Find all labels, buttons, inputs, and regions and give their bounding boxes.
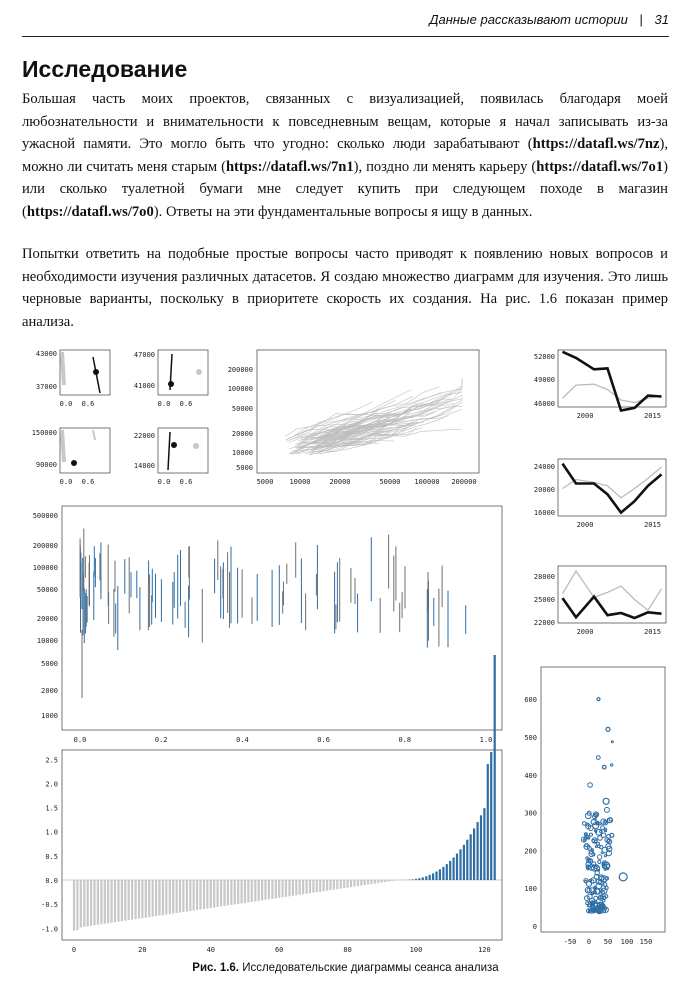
deviation-bar	[483, 808, 485, 880]
small-multiple-1-xtick-label: 0.0	[59, 400, 73, 408]
range-bars-ytick-label: 500000	[32, 512, 58, 520]
sorted-deviation-bars	[41, 655, 502, 954]
deviation-bar	[117, 880, 119, 922]
deviation-bar	[251, 880, 253, 902]
log-log-ytick-label: 100000	[227, 385, 253, 393]
deviation-bar	[162, 880, 164, 915]
deviation-bar	[186, 880, 188, 912]
range-bars-ytick-label: 10000	[36, 637, 58, 645]
deviation-bar	[135, 880, 137, 919]
bubble-ytick-label: 400	[524, 771, 537, 780]
deviation-bar	[360, 880, 362, 886]
deviation-bar	[73, 880, 75, 931]
range-bars-ytick-label: 50000	[36, 586, 58, 594]
link-7o0[interactable]: https://datafl.ws/7o0	[26, 203, 154, 220]
bubble-point	[599, 823, 601, 825]
bubble-point	[585, 844, 588, 847]
deviation-bar	[193, 880, 195, 911]
deviation-bar	[155, 880, 157, 916]
deviation-ytick-label: 0.5	[45, 852, 58, 861]
bubble-point	[588, 783, 593, 788]
log-log-ytick-label: 10000	[231, 449, 253, 457]
log-log-ytick-label: 200000	[227, 366, 253, 374]
small-multiple-3-xtick-label: 0.6	[81, 478, 95, 486]
deviation-bar	[456, 854, 458, 880]
small-multiple-1-range-line	[62, 352, 64, 385]
bubble-point	[596, 756, 600, 760]
deviation-bar	[210, 880, 212, 908]
small-multiple-3	[32, 428, 110, 486]
log-log-xtick-label: 50000	[379, 478, 401, 486]
small-multiple-4-point	[193, 443, 199, 449]
log-log-xtick-label: 20000	[329, 478, 351, 486]
bubble-point	[604, 883, 607, 886]
paragraph-1-text-1: Большая часть моих проектов, связанных с визуализацией, появилась благодаря моей любознательности и внимательности к повседневным вещам, которые я начал записывать из-за ужасной памяти. Это могло быть что угодно: сколько люди зарабатывают (	[22, 91, 668, 152]
deviation-bar	[80, 880, 82, 927]
deviation-bar	[182, 880, 184, 912]
deviation-bar	[343, 880, 345, 888]
deviation-bar	[459, 849, 461, 880]
range-bars-xtick-label: 0.8	[398, 736, 412, 744]
deviation-bar	[333, 880, 335, 890]
deviation-bar	[179, 880, 181, 913]
log-log-xtick-label: 100000	[414, 478, 440, 486]
paragraph-1-text-4: ) или сколько туалетной бумаги мне следует купить при следующем походе в магазин (	[22, 158, 668, 220]
bubble-xtick-label: 150	[639, 938, 653, 946]
deviation-bar	[477, 822, 479, 880]
small-multiple-3-xtick-label: 0.0	[59, 478, 73, 486]
figure-caption	[0, 962, 691, 974]
deviation-bar	[412, 879, 414, 880]
bubble-point	[610, 833, 614, 837]
range-bars	[33, 506, 502, 744]
deviation-bar	[466, 840, 468, 880]
deviation-bar	[87, 880, 89, 926]
deviation-xtick-label: 80	[343, 946, 352, 954]
trend-1-ytick-label: 49000	[533, 376, 555, 384]
small-multiple-3-frame	[60, 428, 110, 473]
deviation-xtick-label: 0	[71, 946, 77, 954]
trend-3-xtick-label: 2000	[576, 628, 594, 636]
deviation-bar	[439, 869, 441, 880]
deviation-bar	[350, 880, 352, 887]
bubble-point	[602, 765, 606, 769]
deviation-bar	[463, 845, 465, 880]
deviation-bar	[487, 764, 489, 880]
small-multiple-4-point	[171, 442, 177, 448]
paragraph-1-text-5: ). Ответы на эти фундаментальные вопросы я ищу в данных.	[153, 203, 533, 220]
section-title: Исследование	[22, 56, 188, 82]
bubble-point	[597, 855, 601, 859]
trend-3-ytick-label: 25000	[533, 596, 555, 604]
bubble-xtick-label: 0	[586, 938, 592, 946]
deviation-bar	[172, 880, 174, 914]
paragraph-1-text-2: ), можно ли считать меня старым (	[22, 136, 668, 175]
deviation-bar	[128, 880, 130, 920]
trend-3-series-1-line	[563, 597, 662, 618]
deviation-bar	[340, 880, 342, 889]
small-multiple-2-ytick-label: 41000	[133, 382, 155, 390]
trend-2-series-1-line	[563, 464, 662, 513]
deviation-bar	[76, 880, 78, 930]
deviation-bar	[237, 880, 239, 904]
small-multiple-4-xtick-label: 0.6	[179, 478, 193, 486]
deviation-ytick-label: 1.5	[45, 804, 58, 813]
deviation-bar	[83, 880, 85, 927]
small-multiple-1-range-line	[93, 357, 100, 393]
deviation-bar	[234, 880, 236, 904]
deviation-bar	[261, 880, 263, 900]
deviation-bar	[90, 880, 92, 926]
deviation-bar	[432, 873, 434, 880]
bubble-point	[590, 833, 593, 836]
range-bars-ytick-label: 200000	[32, 542, 58, 550]
deviation-bar	[275, 880, 277, 898]
deviation-bar	[425, 876, 427, 880]
deviation-bar	[203, 880, 205, 909]
trend-3-xtick-label: 2015	[644, 628, 661, 636]
deviation-bar	[415, 879, 417, 880]
deviation-bar	[241, 880, 243, 903]
trend-2-xtick-label: 2000	[576, 521, 594, 529]
deviation-bar	[312, 880, 314, 893]
range-bars-xtick-label: 1.0	[479, 736, 493, 744]
deviation-xtick-label: 120	[478, 946, 491, 954]
deviation-bar	[268, 880, 270, 899]
deviation-bar	[435, 872, 437, 881]
deviation-bar	[282, 880, 284, 897]
deviation-bar	[104, 880, 106, 924]
bubble-point	[594, 896, 598, 900]
trend-2-xtick-label: 2015	[644, 521, 661, 529]
deviation-bar	[107, 880, 109, 923]
small-multiple-1-ytick-label: 37000	[35, 383, 57, 391]
deviation-bar	[152, 880, 154, 917]
deviation-bar	[124, 880, 126, 921]
range-bars-xtick-label: 0.2	[154, 736, 168, 744]
deviation-bar	[213, 880, 215, 908]
small-multiple-1-point	[93, 369, 99, 375]
deviation-bar	[302, 880, 304, 894]
deviation-bar	[288, 880, 290, 896]
deviation-bar	[370, 880, 372, 884]
deviation-xtick-label: 100	[409, 946, 423, 954]
deviation-bar	[309, 880, 311, 893]
log-log-ytick-label: 20000	[231, 430, 253, 438]
small-multiple-3-range-line	[62, 430, 64, 462]
bubble-scatter	[524, 667, 665, 946]
small-multiple-1-frame	[60, 350, 110, 395]
deviation-ytick-label: -0.5	[41, 901, 58, 910]
deviation-bar	[453, 858, 455, 881]
deviation-bar	[418, 878, 420, 880]
trend-2-ytick-label: 24000	[533, 463, 555, 471]
range-bars-xtick-label: 0.4	[236, 736, 249, 744]
bubble-point	[587, 904, 590, 907]
small-multiple-4-range-line	[168, 432, 170, 470]
range-bars-xtick-label: 0.6	[317, 736, 330, 744]
link-7n1[interactable]: https://datafl.ws/7n1	[225, 158, 354, 175]
bubble-point	[601, 826, 605, 830]
deviation-bar	[258, 880, 260, 901]
deviation-bar	[353, 880, 355, 887]
deviation-ytick-label: -1.0	[41, 925, 58, 934]
trend-3-series-2-line	[563, 571, 662, 610]
small-multiple-2-xtick-label: 0.0	[157, 400, 171, 408]
deviation-bar	[189, 880, 191, 911]
deviation-bar	[271, 880, 273, 899]
deviation-bar	[494, 655, 496, 880]
deviation-bar	[319, 880, 321, 892]
bubble-point	[597, 698, 600, 701]
deviation-bar	[480, 815, 482, 880]
trend-2-ytick-label: 16000	[533, 509, 555, 517]
bubble-point	[604, 855, 606, 857]
range-bars-xtick-label: 0.0	[73, 736, 87, 744]
deviation-bar	[114, 880, 116, 922]
deviation-bar	[121, 880, 123, 921]
deviation-bar	[429, 875, 431, 880]
bubble-ytick-label: 0	[532, 923, 537, 931]
bubble-xtick-label: 50	[603, 938, 613, 946]
deviation-bar	[217, 880, 219, 907]
deviation-bar	[364, 880, 366, 885]
log-log-xtick-label: 5000	[256, 478, 274, 486]
deviation-bar	[391, 880, 393, 881]
deviation-bar	[473, 828, 475, 880]
trend-1-xtick-label: 2015	[644, 412, 661, 420]
deviation-bar	[323, 880, 325, 891]
bubble-point	[598, 836, 603, 841]
small-multiple-2	[134, 350, 208, 408]
deviation-bar	[111, 880, 113, 923]
deviation-bar	[295, 880, 297, 895]
deviation-bar	[223, 880, 225, 906]
header-separator: |	[639, 12, 643, 27]
bubble-point	[586, 857, 589, 860]
deviation-bar	[100, 880, 102, 924]
deviation-bar	[490, 752, 492, 880]
deviation-bar	[384, 880, 386, 882]
bubble-point	[582, 822, 586, 826]
bubble-point	[595, 846, 597, 848]
range-bars-ytick-label: 20000	[36, 615, 58, 623]
running-title: Данные рассказывают истории	[429, 12, 628, 27]
bubble-ytick-label: 100	[524, 885, 537, 894]
caption-label: Рис. 1.6.	[192, 962, 240, 974]
deviation-bar	[148, 880, 150, 917]
range-bars-ytick-label: 100000	[32, 564, 58, 572]
log-log-ytick-label: 50000	[231, 405, 253, 413]
small-multiple-1-xtick-label: 0.6	[81, 400, 95, 408]
link-7o1[interactable]: https://datafl.ws/7o1	[536, 158, 664, 175]
log-log-xtick-label: 200000	[451, 478, 477, 486]
bubble-ytick-label: 600	[524, 696, 537, 705]
small-multiple-4	[134, 428, 208, 486]
deviation-bar	[141, 880, 143, 918]
small-multiple-3-ytick-label: 150000	[31, 429, 57, 437]
deviation-bar	[357, 880, 359, 886]
deviation-bar	[206, 880, 208, 909]
deviation-bar	[176, 880, 178, 913]
deviation-bar	[230, 880, 232, 905]
bubble-point	[585, 813, 591, 819]
trend-2-frame	[558, 459, 666, 516]
small-multiple-3-ytick-label: 90000	[35, 461, 57, 469]
log-log-ytick-label: 5000	[236, 464, 253, 472]
deviation-xtick-label: 60	[274, 946, 284, 954]
deviation-bar	[158, 880, 160, 916]
trend-3-ytick-label: 22000	[533, 619, 555, 627]
deviation-bar	[377, 880, 379, 883]
deviation-bar	[285, 880, 287, 897]
small-multiple-4-frame	[158, 428, 208, 473]
deviation-bar	[347, 880, 349, 888]
deviation-bar	[264, 880, 266, 900]
small-multiple-3-point	[71, 460, 77, 466]
deviation-bar	[220, 880, 222, 906]
deviation-ytick-label: 0.0	[45, 877, 58, 885]
small-multiple-3-range-line	[93, 430, 95, 440]
link-7nz[interactable]: https://datafl.ws/7nz	[532, 136, 660, 152]
deviation-bar	[138, 880, 140, 919]
deviation-bar	[196, 880, 198, 910]
deviation-bar	[381, 880, 383, 883]
small-multiple-4-ytick-label: 22000	[133, 432, 155, 440]
trend-1-xtick-label: 2000	[576, 412, 594, 420]
deviation-bar	[254, 880, 256, 901]
deviation-bar	[299, 880, 301, 895]
deviation-ytick-label: 1.0	[45, 828, 58, 837]
bubble-point	[585, 834, 587, 836]
deviation-bar	[329, 880, 331, 890]
bubble-point	[611, 764, 613, 766]
paragraph-1-text-3: ), поздно ли менять карьеру (	[353, 158, 537, 175]
small-multiple-4-ytick-label: 14000	[133, 462, 155, 470]
deviation-bar	[292, 880, 294, 896]
deviation-bar	[247, 880, 249, 902]
deviation-bar	[374, 880, 376, 884]
bubble-point	[603, 896, 606, 899]
deviation-bar	[145, 880, 147, 918]
deviation-xtick-label: 40	[206, 946, 216, 954]
deviation-bar	[316, 880, 318, 892]
deviation-bar	[446, 864, 448, 880]
bubble-point	[611, 741, 613, 743]
bubble-point	[602, 899, 605, 902]
range-bars-ytick-label: 2000	[41, 687, 58, 695]
small-multiple-2-point	[168, 381, 174, 387]
log-log-lines	[228, 350, 479, 486]
deviation-bar	[449, 861, 451, 880]
deviation-bar	[169, 880, 171, 914]
trend-1-ytick-label: 46000	[533, 400, 555, 408]
bubble-ytick-label: 200	[524, 847, 537, 856]
range-bars-ytick-label: 5000	[41, 660, 58, 668]
bubble-ytick-label: 500	[524, 734, 537, 742]
trend-1	[534, 350, 666, 420]
deviation-bar	[442, 867, 444, 880]
bubble-ytick-label: 300	[524, 809, 537, 818]
trend-3-ytick-label: 28000	[533, 573, 555, 581]
caption-text: Исследовательские диаграммы сеанса анализа	[239, 962, 499, 974]
range-bars-ytick-label: 1000	[41, 712, 58, 720]
trend-2	[534, 459, 666, 529]
bubble-point	[603, 798, 609, 804]
deviation-bar	[470, 834, 472, 880]
deviation-bar	[326, 880, 328, 891]
small-multiple-2-xtick-label: 0.6	[179, 400, 193, 408]
deviation-bar	[227, 880, 229, 905]
deviation-bar	[394, 880, 396, 881]
bubble-point	[598, 860, 601, 863]
deviation-bar	[93, 880, 95, 925]
page-number: 31	[654, 12, 669, 27]
small-multiple-1-ytick-label: 43000	[35, 350, 57, 358]
bubble-point	[604, 807, 609, 812]
bubble-xtick-label: -50	[563, 938, 577, 946]
small-multiple-1	[36, 350, 110, 408]
small-multiple-4-xtick-label: 0.0	[157, 478, 171, 486]
bubble-point	[619, 873, 627, 881]
paragraph-2: Попытки ответить на подобные простые вопросы часто приводят к появлению новых вопросов и необходимости изучения различных датасетов. Я создаю множество диаграмм для изучения. Это лишь черновые варианты, поскольку в приоритете скорость их создания. На рис. 1.6 показан пример анализа.	[22, 246, 668, 330]
bubble-xtick-label: 100	[620, 938, 634, 946]
trend-1-series-2-line	[563, 384, 662, 402]
deviation-bar	[306, 880, 308, 894]
deviation-bar	[422, 877, 424, 880]
deviation-bar	[199, 880, 201, 910]
deviation-bar	[278, 880, 280, 898]
deviation-bar	[165, 880, 167, 915]
deviation-bar	[244, 880, 246, 903]
deviation-xtick-label: 20	[138, 946, 147, 954]
deviation-bar	[336, 880, 338, 889]
bubble-point	[583, 839, 585, 841]
log-log-xtick-label: 10000	[289, 478, 311, 486]
bubble-point	[600, 830, 603, 833]
deviation-bar	[367, 880, 369, 885]
deviation-ytick-label: 2.5	[45, 756, 58, 765]
trend-3	[534, 566, 666, 636]
small-multiple-2-ytick-label: 47000	[133, 351, 155, 359]
bubble-point	[605, 886, 608, 889]
deviation-ytick-label: 2.0	[45, 780, 58, 789]
trend-2-ytick-label: 20000	[533, 486, 555, 494]
deviation-bar	[131, 880, 133, 920]
deviation-bar	[388, 880, 390, 882]
bubble-point	[606, 727, 610, 731]
trend-1-ytick-label: 52000	[533, 353, 555, 361]
small-multiple-2-point	[196, 369, 202, 375]
deviation-bar	[97, 880, 99, 925]
trend-1-series-1-line	[563, 352, 662, 411]
range-bars-frame	[62, 506, 502, 730]
